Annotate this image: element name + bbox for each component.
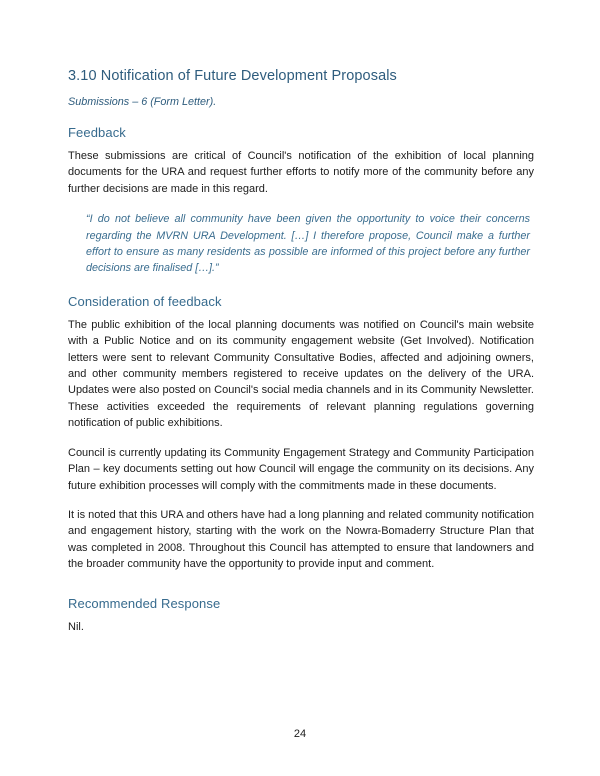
page-content — [68, 66, 534, 635]
consideration-paragraph-1: The public exhibition of the local planning documents was notified on Council's main website with a Public Notice and on its community engagement website (Get Involved). Notification letters were sent to relevant Community Consultative Bodies, affected and adjoining owners, and other community members registered to receive updates on the delivery of the URA. Updates were also posted on Council's social media channels and in its Community Newsletter. These activities exceeded the requirements of relevant planning regulations governing notification of public exhibitions. — [68, 318, 534, 430]
submission-quote-block — [68, 211, 534, 277]
recommended-response-heading: Recommended Response — [68, 595, 221, 611]
recommended-response-text: Nil. — [68, 620, 84, 633]
page-title: 3.10 Notification of Future Development Proposals — [68, 68, 397, 84]
consideration-paragraph-2: Council is currently updating its Community Engagement Strategy and Community Participation Plan – key documents setting out how Council will engage the community on its decisions. Any future exhibition processes will comply with the commitments made in these documents. — [68, 446, 534, 492]
consideration-paragraph-3: It is noted that this URA and others have had a long planning and related community notification and engagement history, starting with the work on the Nowra-Bomaderry Structure Plan that was completed in 2008. Throughout this Council has attempted to ensure that landowners and the broader community have the opportunity to provide input and comment. — [68, 508, 534, 571]
submission-quote-text: “I do not believe all community have been given the opportunity to voice their concerns regarding the MVRN URA Development. […] I therefore propose, Council make a further effort to ensure as many residents as possible are informed of this project before any further decisions are finalised […].” — [86, 213, 530, 275]
consideration-of-feedback-heading: Consideration of feedback — [68, 293, 222, 309]
feedback-paragraph: These submissions are critical of Council's notification of the exhibition of local planning documents for the URA and request further efforts to notify more of the community before any further decisions are made in this regard. — [68, 150, 534, 195]
page-number: 24 — [293, 728, 307, 740]
feedback-heading: Feedback — [68, 125, 126, 140]
submissions-subtitle: Submissions – 6 (Form Letter). — [68, 96, 217, 108]
